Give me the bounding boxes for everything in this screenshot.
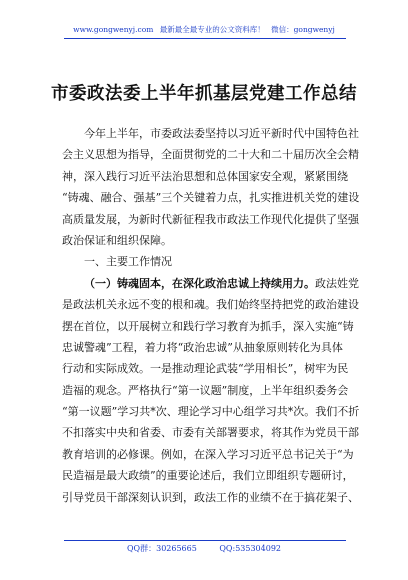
body-line: “第一议题”学习共*次、理论学习中心组学习共*次。我们不折 bbox=[62, 405, 360, 419]
section-heading: 一、主要工作情况 bbox=[84, 255, 172, 269]
footer-divider bbox=[64, 540, 346, 541]
intro-line: 神，深入践行习近平法治思想和总体国家安全观，紧紧围绕 bbox=[62, 169, 348, 183]
intro-line: “铸魂、融合、强基”三个关键着力点，扎实推进机关党的建设 bbox=[62, 191, 360, 205]
body-line: 不扣落实中央和省委、市委有关部署要求，将其作为党员干部 bbox=[62, 426, 359, 440]
header-wechat: 微信：gongwenyj bbox=[271, 25, 335, 34]
page-footer bbox=[0, 543, 408, 554]
header-divider bbox=[64, 38, 346, 39]
intro-line: 会主义思想为指导，全面贯彻党的二十大和二十届历次全会精 bbox=[62, 148, 359, 162]
intro-line: 高质量发展，为新时代新征程我市政法工作现代化提供了坚强 bbox=[62, 212, 359, 226]
body-line: 民造福是最大政绩”的重要论述后，我们立即组织专题研讨， bbox=[62, 469, 354, 483]
header-slogan: 最新最全最专业的公文资料库！ bbox=[159, 25, 265, 34]
document-body bbox=[62, 123, 360, 508]
body-line: 教育培训的必修课。例如，在深入学习习近平总书记关于“为 bbox=[62, 447, 354, 461]
body-line: 行动和实际成效。一是推动理论武装“学用相长”，树牢为民 bbox=[62, 362, 349, 376]
body-line: 摆在首位，以开展树立和践行学习教育为抓手，深入实施“铸 bbox=[62, 319, 354, 333]
intro-line: 今年上半年，市委政法委坚持以习近平新时代中国特色社 bbox=[84, 127, 359, 140]
body-line: 造福的观念。严格执行“第一议题”制度，上半年组织委务会 bbox=[62, 383, 349, 397]
body-line: 忠诚警魂”工程，着力将“政治忠诚”从抽象原则转化为具体 bbox=[62, 340, 343, 354]
page-header bbox=[0, 24, 408, 35]
body-line: 是政法机关永远不变的根和魂。我们始终坚持把党的政治建设 bbox=[62, 298, 359, 312]
intro-line: 政治保证和组织保障。 bbox=[62, 233, 172, 247]
subsection-heading: （一）铸魂固本，在深化政治忠诚上持续用力。 bbox=[84, 276, 315, 290]
header-site-link[interactable]: www.gongwenyj.com bbox=[73, 25, 154, 34]
subsection-first-line-text: 政法姓党 bbox=[315, 276, 359, 290]
document-title: 市委政法委上半年抓基层党建工作总结 bbox=[51, 84, 357, 104]
footer-qq: QQ:535304092 bbox=[219, 544, 281, 553]
body-line: 引导党员干部深刻认识到，政法工作的业绩不在于搞花架子、 bbox=[62, 490, 359, 504]
footer-qq-group: QQ群：30265665 bbox=[126, 544, 197, 553]
subsection-first-line bbox=[62, 273, 359, 294]
